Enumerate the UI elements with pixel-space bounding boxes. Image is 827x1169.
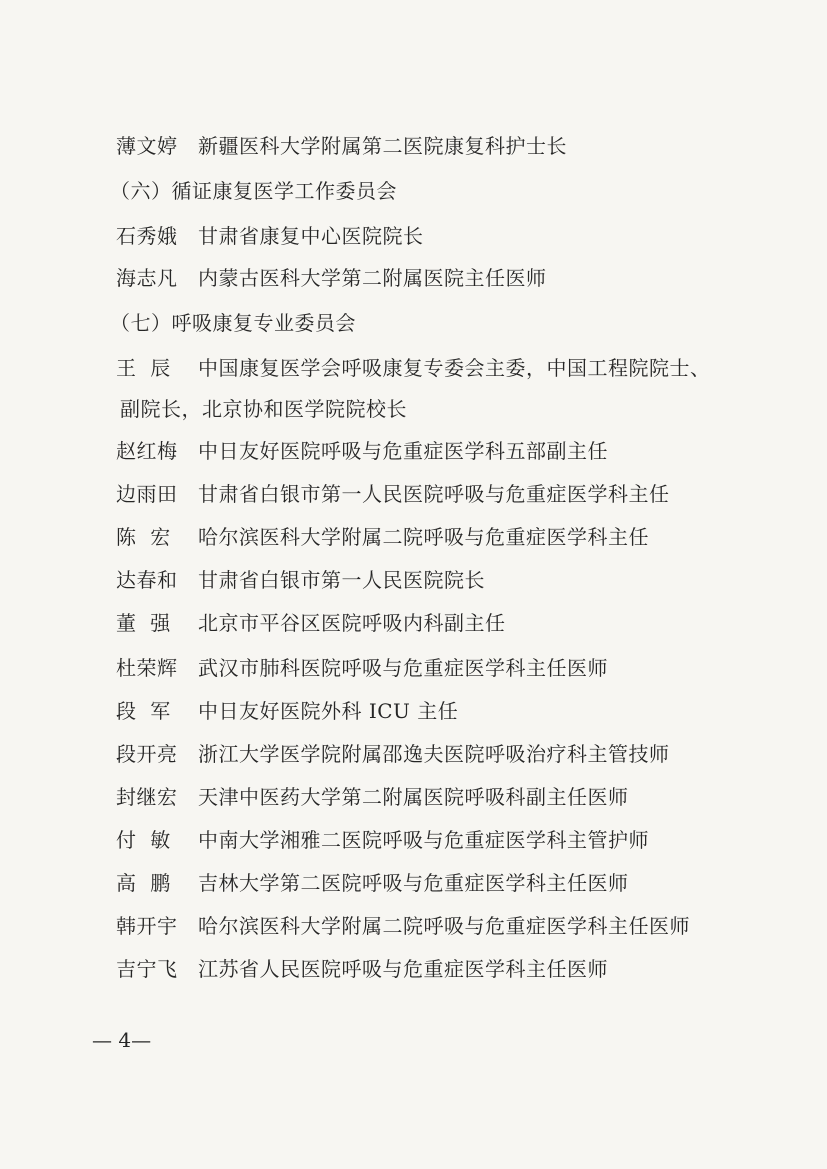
member-desc: 武汉市肺科医院呼吸与危重症医学科主任医师 [198, 656, 608, 680]
member-desc: 天津中医药大学第二附属医院呼吸科副主任医师 [198, 785, 629, 809]
member-desc: 甘肃省白银市第一人民医院院长 [198, 568, 485, 592]
page-number: — 4— [92, 1028, 152, 1052]
member-entry [116, 438, 608, 464]
member-desc: 北京市平谷区医院呼吸内科副主任 [198, 611, 506, 635]
member-entry [116, 784, 629, 810]
section-heading-6: （六）循证康复医学工作委员会 [110, 179, 397, 203]
member-name: 杜荣辉 [116, 656, 178, 680]
section-heading-7: （七）呼吸康复专业委员会 [110, 311, 356, 335]
member-desc: 内蒙古医科大学第二附属医院主任医师 [198, 266, 547, 290]
member-entry [116, 481, 670, 507]
member-name: 赵红梅 [116, 439, 178, 463]
member-name: 封继宏 [116, 785, 178, 809]
member-desc: 浙江大学医学院附属邵逸夫医院呼吸治疗科主管技师 [198, 742, 670, 766]
member-desc: 江苏省人民医院呼吸与危重症医学科主任医师 [198, 957, 608, 981]
member-name: 王 辰 [116, 356, 171, 380]
member-entry [116, 655, 608, 681]
member-desc: 中日友好医院呼吸与危重症医学科五部副主任 [198, 439, 608, 463]
member-entry [116, 741, 670, 767]
member-desc: 吉林大学第二医院呼吸与危重症医学科主任医师 [198, 871, 629, 895]
member-name: 陈 宏 [116, 525, 171, 549]
member-entry [116, 870, 629, 896]
member-name: 段开亮 [116, 742, 178, 766]
member-name: 石秀娥 [116, 224, 178, 248]
member-entry [116, 956, 608, 982]
member-entry [116, 355, 711, 381]
member-entry [116, 567, 485, 593]
member-name: 段 军 [116, 699, 171, 723]
member-entry [116, 698, 458, 724]
member-entry [116, 133, 567, 159]
member-desc: 甘肃省康复中心医院院长 [198, 224, 424, 248]
member-desc: 甘肃省白银市第一人民医院呼吸与危重症医学科主任 [198, 482, 670, 506]
member-desc: 哈尔滨医科大学附属二院呼吸与危重症医学科主任 [198, 525, 649, 549]
member-desc: 中南大学湘雅二医院呼吸与危重症医学科主管护师 [198, 828, 649, 852]
member-entry [116, 223, 424, 249]
member-name: 高 鹏 [116, 871, 171, 895]
member-desc: 新疆医科大学附属第二医院康复科护士长 [198, 134, 567, 158]
member-name: 付 敏 [116, 828, 171, 852]
member-name: 韩开宇 [116, 914, 178, 938]
member-name: 边雨田 [116, 482, 178, 506]
member-name: 薄文婷 [116, 134, 178, 158]
member-desc: 中日友好医院外科 ICU 主任 [198, 699, 459, 723]
member-name: 董 强 [116, 611, 171, 635]
member-name: 达春和 [116, 568, 178, 592]
member-entry [116, 913, 690, 939]
member-entry [116, 524, 649, 550]
member-entry [116, 265, 547, 291]
member-entry [116, 610, 506, 636]
member-name: 海志凡 [116, 266, 178, 290]
member-desc-continuation: 副院长，北京协和医学院院校长 [120, 397, 407, 421]
member-desc: 中国康复医学会呼吸康复专委会主委，中国工程院院士、 [198, 356, 711, 380]
member-entry [116, 827, 649, 853]
member-name: 吉宁飞 [116, 957, 178, 981]
member-desc: 哈尔滨医科大学附属二院呼吸与危重症医学科主任医师 [198, 914, 690, 938]
